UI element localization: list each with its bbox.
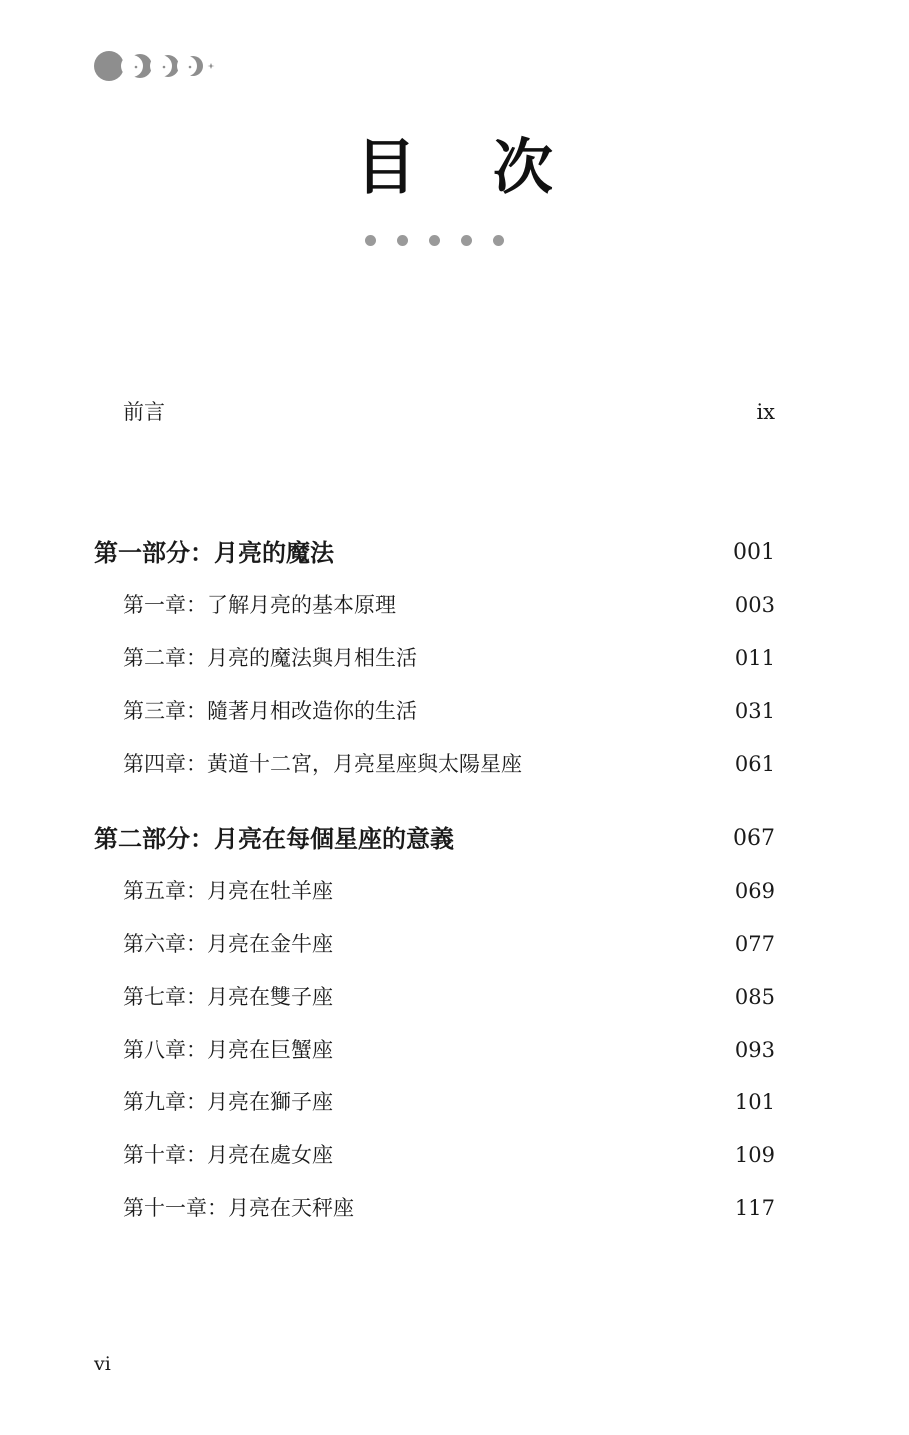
toc-chapter-6[interactable] — [0, 927, 909, 961]
toc-chapter-label: 第八章：月亮在巨蟹座 — [123, 1038, 333, 1062]
toc-part-page: 001 — [733, 540, 775, 565]
toc-chapter-page: 031 — [734, 699, 775, 723]
toc-entry-preface[interactable] — [0, 395, 909, 429]
toc-chapter-page: 077 — [734, 932, 775, 956]
toc-chapter-label: 第七章：月亮在雙子座 — [123, 985, 333, 1009]
toc-chapter-8[interactable] — [0, 1033, 909, 1067]
toc-chapter-label: 第九章：月亮在獅子座 — [123, 1090, 333, 1114]
toc-chapter-label: 第四章：黃道十二宮，月亮星座與太陽星座 — [123, 752, 522, 776]
toc-chapter-11[interactable] — [0, 1191, 909, 1225]
toc-chapter-7[interactable] — [0, 980, 909, 1014]
toc-chapter-5[interactable] — [0, 874, 909, 908]
toc-chapter-1[interactable] — [0, 588, 909, 622]
page-title: 目 次 — [356, 133, 581, 203]
toc-part-2[interactable] — [0, 822, 909, 856]
toc-chapter-2[interactable] — [0, 641, 909, 675]
toc-entry-page: ix — [756, 400, 775, 424]
toc-chapter-3[interactable] — [0, 694, 909, 728]
toc-chapter-label: 第三章：隨著月相改造你的生活 — [123, 699, 417, 723]
toc-chapter-page: 101 — [734, 1090, 775, 1114]
toc-chapter-page: 061 — [734, 752, 775, 776]
toc-chapter-page: 003 — [734, 593, 775, 617]
page-number-folio: vi — [94, 1353, 111, 1375]
toc-chapter-page: 069 — [734, 879, 775, 903]
toc-chapter-label: 第十章：月亮在處女座 — [123, 1143, 333, 1167]
toc-chapter-label: 第六章：月亮在金牛座 — [123, 932, 333, 956]
toc-chapter-page: 109 — [734, 1143, 775, 1167]
toc-part-label: 第一部分：月亮的魔法 — [94, 538, 334, 567]
toc-chapter-page: 117 — [734, 1196, 775, 1220]
toc-chapter-label: 第二章：月亮的魔法與月相生活 — [123, 646, 417, 670]
moon-phases-icon — [94, 50, 224, 82]
toc-chapter-page: 011 — [734, 646, 775, 670]
toc-part-label: 第二部分：月亮在每個星座的意義 — [94, 824, 454, 853]
toc-chapter-4[interactable] — [0, 747, 909, 781]
toc-chapter-9[interactable] — [0, 1085, 909, 1119]
toc-part-1[interactable] — [0, 536, 909, 570]
toc-chapter-label: 第十一章：月亮在天秤座 — [123, 1196, 354, 1220]
toc-entry-label: 前言 — [123, 400, 165, 424]
toc-chapter-10[interactable] — [0, 1138, 909, 1172]
toc-part-page: 067 — [733, 826, 775, 851]
toc-chapter-page: 093 — [734, 1038, 775, 1062]
title-dots-divider — [365, 235, 507, 247]
toc-chapter-label: 第五章：月亮在牡羊座 — [123, 879, 333, 903]
toc-chapter-label: 第一章：了解月亮的基本原理 — [123, 593, 396, 617]
toc-chapter-page: 085 — [734, 985, 775, 1009]
